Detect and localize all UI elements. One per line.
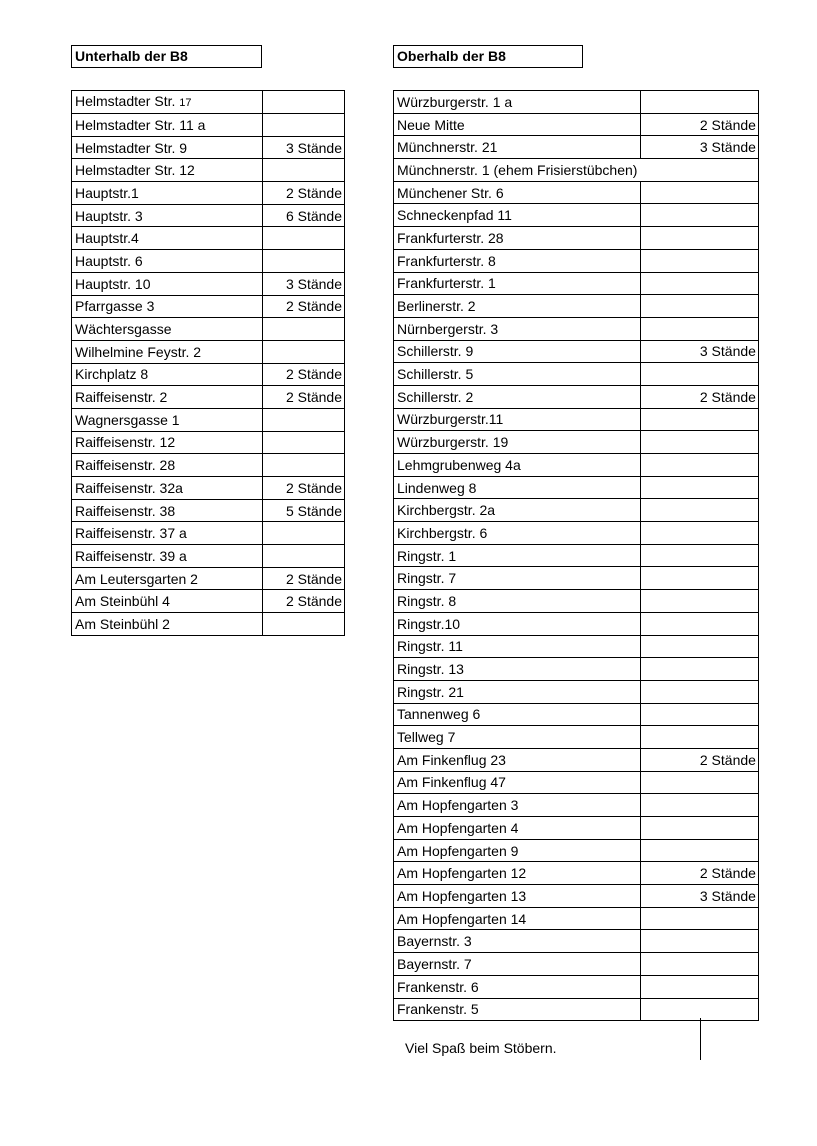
address-cell	[394, 385, 641, 408]
address-cell	[394, 794, 641, 817]
stands-cell	[263, 431, 345, 454]
address-cell	[72, 91, 263, 114]
address-text: Wächtersgasse	[75, 321, 172, 338]
table-row	[72, 227, 345, 250]
address-cell	[394, 227, 641, 250]
table-row	[72, 91, 345, 114]
table-row	[72, 340, 345, 363]
address-cell	[394, 113, 641, 136]
stands-cell	[640, 680, 758, 703]
stands-cell	[640, 272, 758, 295]
stands-cell: 2 Stände	[263, 590, 345, 613]
stands-cell	[640, 454, 758, 477]
address-text: Schillerstr. 9	[397, 343, 474, 360]
table-row	[394, 862, 759, 885]
stands-cell: 5 Stände	[263, 499, 345, 522]
stands-cell	[263, 613, 345, 636]
table-row	[394, 136, 759, 159]
stands-cell	[263, 408, 345, 431]
address-cell	[394, 204, 641, 227]
address-text: Am Hopfengarten 3	[397, 797, 519, 814]
address-text: Ringstr. 8	[397, 592, 457, 609]
address-text: Kirchbergstr. 6	[397, 524, 488, 541]
address-text: Lindenweg 8	[397, 479, 477, 496]
table-row	[394, 771, 759, 794]
table-row	[394, 385, 759, 408]
table-row	[394, 272, 759, 295]
left-address-table	[71, 90, 345, 636]
stands-cell	[640, 726, 758, 749]
stands-cell: 3 Stände	[263, 272, 345, 295]
stands-cell	[640, 295, 758, 318]
address-text: Am Leutersgarten 2	[75, 570, 198, 587]
stands-cell	[640, 181, 758, 204]
stands-cell	[640, 590, 758, 613]
table-row	[394, 204, 759, 227]
table-row	[394, 794, 759, 817]
address-text: Hauptstr. 10	[75, 275, 151, 292]
address-text: Frankenstr. 5	[397, 1001, 479, 1018]
table-row	[394, 91, 759, 114]
address-text: Am Hopfengarten 12	[397, 865, 527, 882]
address-cell	[72, 340, 263, 363]
table-row	[394, 227, 759, 250]
stands-cell	[263, 318, 345, 341]
stands-cell	[640, 635, 758, 658]
table-row	[394, 635, 759, 658]
address-text: Ringstr. 1	[397, 547, 457, 564]
stands-cell	[640, 975, 758, 998]
stands-cell: 2 Stände	[640, 748, 758, 771]
stands-cell	[640, 839, 758, 862]
address-text: Schillerstr. 2	[397, 388, 474, 405]
stands-cell	[640, 227, 758, 250]
address-cell	[72, 182, 263, 205]
address-cell	[394, 703, 641, 726]
stands-cell: 2 Stände	[640, 862, 758, 885]
address-cell	[394, 839, 641, 862]
address-text: Pfarrgasse 3	[75, 298, 155, 315]
stands-cell: 2 Stände	[640, 385, 758, 408]
address-text: Wagnersgasse 1	[75, 411, 180, 428]
address-text: Neue Mitte	[397, 116, 465, 133]
address-cell	[72, 613, 263, 636]
table-row	[394, 295, 759, 318]
table-row	[394, 476, 759, 499]
address-cell	[72, 545, 263, 568]
address-cell	[394, 817, 641, 840]
stands-cell	[640, 794, 758, 817]
address-text: Raiffeisenstr. 39 a	[75, 547, 187, 564]
address-cell	[394, 862, 641, 885]
address-cell	[394, 499, 641, 522]
address-text: Berlinerstr. 2	[397, 298, 476, 315]
address-text: Ringstr. 11	[397, 638, 463, 655]
address-cell	[394, 431, 641, 454]
address-text: Würzburgerstr.11	[397, 411, 504, 428]
stands-cell	[640, 544, 758, 567]
address-cell	[394, 885, 641, 908]
address-text: Münchener Str. 6	[397, 184, 504, 201]
table-row	[394, 975, 759, 998]
address-cell	[394, 658, 641, 681]
address-cell	[72, 499, 263, 522]
address-cell	[72, 590, 263, 613]
table-row	[394, 703, 759, 726]
address-cell	[72, 295, 263, 318]
address-cell	[394, 249, 641, 272]
address-cell	[394, 159, 641, 182]
address-text: Tellweg 7	[397, 729, 456, 746]
table-row	[394, 499, 759, 522]
address-text: Hauptstr. 3	[75, 207, 143, 224]
table-row	[72, 363, 345, 386]
address-text: Würzburgerstr. 1 a	[397, 93, 513, 110]
table-row	[394, 408, 759, 431]
table-row	[72, 386, 345, 409]
stands-cell	[263, 522, 345, 545]
stands-cell	[640, 930, 758, 953]
address-cell	[72, 363, 263, 386]
table-row	[72, 204, 345, 227]
address-cell	[72, 159, 263, 182]
stands-cell: 2 Stände	[263, 477, 345, 500]
address-cell	[394, 340, 641, 363]
table-row	[72, 295, 345, 318]
stands-cell: 2 Stände	[263, 567, 345, 590]
address-text: Hauptstr.1	[75, 184, 139, 201]
table-row	[394, 748, 759, 771]
address-cell	[394, 272, 641, 295]
table-row	[72, 159, 345, 182]
address-text: Helmstadter Str. 12	[75, 162, 195, 179]
table-row	[394, 317, 759, 340]
table-row	[394, 159, 759, 182]
table-row	[72, 613, 345, 636]
stands-cell: 2 Stände	[263, 295, 345, 318]
address-text: Bayernstr. 7	[397, 955, 472, 972]
address-text: Am Finkenflug 47	[397, 774, 506, 791]
address-text: Raiffeisenstr. 37 a	[75, 525, 187, 542]
address-cell	[394, 726, 641, 749]
address-text: Nürnbergerstr. 3	[397, 320, 499, 337]
stands-cell	[263, 114, 345, 137]
table-row	[394, 181, 759, 204]
address-cell	[394, 522, 641, 545]
stands-cell	[640, 431, 758, 454]
table-row	[394, 930, 759, 953]
stands-cell	[640, 363, 758, 386]
stands-cell: 3 Stände	[640, 340, 758, 363]
table-row	[72, 454, 345, 477]
footer-note: Viel Spaß beim Stöbern.	[405, 1040, 557, 1056]
table-row	[72, 522, 345, 545]
table-row	[394, 431, 759, 454]
address-text: Raiffeisenstr. 38	[75, 502, 176, 519]
table-row	[72, 408, 345, 431]
address-text: Ringstr. 7	[397, 570, 457, 587]
address-text: Ringstr. 13	[397, 661, 464, 678]
address-text: Frankfurterstr. 8	[397, 252, 496, 269]
stands-cell: 3 Stände	[263, 136, 345, 159]
address-text: Am Finkenflug 23	[397, 751, 506, 768]
address-text: Ringstr. 21	[397, 683, 464, 700]
address-text: Kirchplatz 8	[75, 366, 149, 383]
address-text: Schillerstr. 5	[397, 366, 474, 383]
table-row	[394, 363, 759, 386]
stands-cell	[640, 317, 758, 340]
address-cell	[394, 91, 641, 114]
stands-cell	[263, 340, 345, 363]
stands-cell	[640, 249, 758, 272]
table-row	[394, 249, 759, 272]
stands-cell	[640, 771, 758, 794]
table-row	[72, 477, 345, 500]
table-row	[394, 953, 759, 976]
address-text: Münchnerstr. 1 (ehem Frisierstübchen)	[397, 161, 638, 178]
address-text: Helmstadter Str.	[75, 93, 180, 109]
address-cell	[394, 567, 641, 590]
stands-cell	[640, 612, 758, 635]
stands-cell	[640, 953, 758, 976]
stands-cell	[263, 227, 345, 250]
table-row	[394, 612, 759, 635]
stands-cell	[640, 907, 758, 930]
address-cell	[72, 250, 263, 273]
stands-cell	[263, 159, 345, 182]
address-text: Münchnerstr. 21	[397, 139, 498, 156]
table-row	[394, 726, 759, 749]
stands-cell: 2 Stände	[263, 363, 345, 386]
table-row	[72, 590, 345, 613]
address-text: Kirchbergstr. 2a	[397, 502, 496, 519]
address-cell	[394, 181, 641, 204]
stands-cell	[640, 408, 758, 431]
address-cell	[72, 318, 263, 341]
address-text: Am Hopfengarten 13	[397, 887, 527, 904]
table-row	[394, 658, 759, 681]
stands-cell	[263, 91, 345, 114]
address-text: Lehmgrubenweg 4a	[397, 456, 521, 473]
address-text: Am Hopfengarten 9	[397, 842, 519, 859]
address-text: Am Hopfengarten 4	[397, 819, 519, 836]
table-row	[72, 272, 345, 295]
address-cell	[394, 680, 641, 703]
table-row	[394, 567, 759, 590]
table-row	[394, 544, 759, 567]
address-cell	[72, 431, 263, 454]
address-cell	[394, 953, 641, 976]
address-text: Raiffeisenstr. 2	[75, 389, 168, 406]
address-text: Frankenstr. 6	[397, 978, 479, 995]
address-text: Raiffeisenstr. 12	[75, 434, 176, 451]
stands-cell: 3 Stände	[640, 136, 758, 159]
address-text: Am Steinbühl 4	[75, 593, 170, 610]
address-cell	[72, 204, 263, 227]
address-text: Am Hopfengarten 14	[397, 910, 527, 927]
address-cell	[394, 363, 641, 386]
left-column-header: Unterhalb der B8	[71, 45, 262, 68]
table-row	[72, 250, 345, 273]
table-row	[394, 522, 759, 545]
stands-cell: 3 Stände	[640, 885, 758, 908]
address-text: Hauptstr.4	[75, 230, 139, 247]
address-cell	[394, 612, 641, 635]
address-cell	[72, 454, 263, 477]
right-address-table	[393, 90, 759, 1021]
address-cell	[394, 590, 641, 613]
address-cell	[72, 477, 263, 500]
address-cell	[394, 907, 641, 930]
address-text: Am Steinbühl 2	[75, 615, 170, 632]
right-border-line	[700, 1018, 701, 1060]
address-cell	[394, 408, 641, 431]
address-cell	[72, 136, 263, 159]
table-row	[394, 454, 759, 477]
stands-cell: 2 Stände	[640, 113, 758, 136]
table-row	[394, 680, 759, 703]
address-number: 17	[179, 97, 192, 109]
table-row	[72, 499, 345, 522]
table-row	[394, 907, 759, 930]
stands-cell	[640, 522, 758, 545]
table-row	[72, 114, 345, 137]
address-cell	[72, 386, 263, 409]
address-cell	[394, 295, 641, 318]
table-row	[394, 817, 759, 840]
table-row	[72, 318, 345, 341]
address-text: Helmstadter Str. 9	[75, 139, 188, 156]
address-text: Hauptstr. 6	[75, 252, 143, 269]
stands-cell	[263, 250, 345, 273]
stands-cell	[640, 204, 758, 227]
address-cell	[394, 454, 641, 477]
address-text: Bayernstr. 3	[397, 933, 472, 950]
stands-cell	[640, 817, 758, 840]
address-cell	[394, 748, 641, 771]
address-text: Raiffeisenstr. 32a	[75, 479, 183, 496]
address-text: Helmstadter Str. 11 a	[75, 116, 206, 133]
stands-cell	[640, 159, 758, 182]
address-text: Frankfurterstr. 28	[397, 229, 504, 246]
stands-cell: 6 Stände	[263, 204, 345, 227]
address-cell	[394, 930, 641, 953]
table-row	[394, 590, 759, 613]
stands-cell	[640, 658, 758, 681]
stands-cell	[640, 703, 758, 726]
address-text: Ringstr.10	[397, 615, 461, 632]
stands-cell: 2 Stände	[263, 386, 345, 409]
table-row	[394, 885, 759, 908]
address-cell	[394, 476, 641, 499]
address-cell	[72, 408, 263, 431]
address-cell	[394, 998, 641, 1021]
stands-cell	[640, 567, 758, 590]
table-row	[394, 113, 759, 136]
address-cell	[72, 567, 263, 590]
table-row	[394, 998, 759, 1021]
address-text: Würzburgerstr. 19	[397, 434, 509, 451]
address-cell	[72, 272, 263, 295]
stands-cell	[640, 499, 758, 522]
table-row	[72, 182, 345, 205]
address-cell	[394, 544, 641, 567]
address-cell	[72, 227, 263, 250]
address-text: Raiffeisenstr. 28	[75, 457, 176, 474]
address-cell	[394, 975, 641, 998]
table-row	[72, 431, 345, 454]
stands-cell	[640, 91, 758, 114]
stands-cell	[263, 454, 345, 477]
stands-cell	[263, 545, 345, 568]
address-cell	[394, 771, 641, 794]
address-cell	[394, 136, 641, 159]
stands-cell: 2 Stände	[263, 182, 345, 205]
address-cell	[394, 635, 641, 658]
table-row	[394, 340, 759, 363]
address-cell	[72, 114, 263, 137]
table-row	[72, 567, 345, 590]
address-text: Wilhelmine Feystr. 2	[75, 343, 202, 360]
address-cell	[72, 522, 263, 545]
stands-cell	[640, 476, 758, 499]
address-text: Schneckenpfad 11	[397, 207, 512, 224]
address-text: Frankfurterstr. 1	[397, 275, 496, 292]
right-column-header: Oberhalb der B8	[393, 45, 583, 68]
table-row	[72, 545, 345, 568]
table-row	[72, 136, 345, 159]
address-text: Tannenweg 6	[397, 706, 481, 723]
address-cell	[394, 317, 641, 340]
table-row	[394, 839, 759, 862]
